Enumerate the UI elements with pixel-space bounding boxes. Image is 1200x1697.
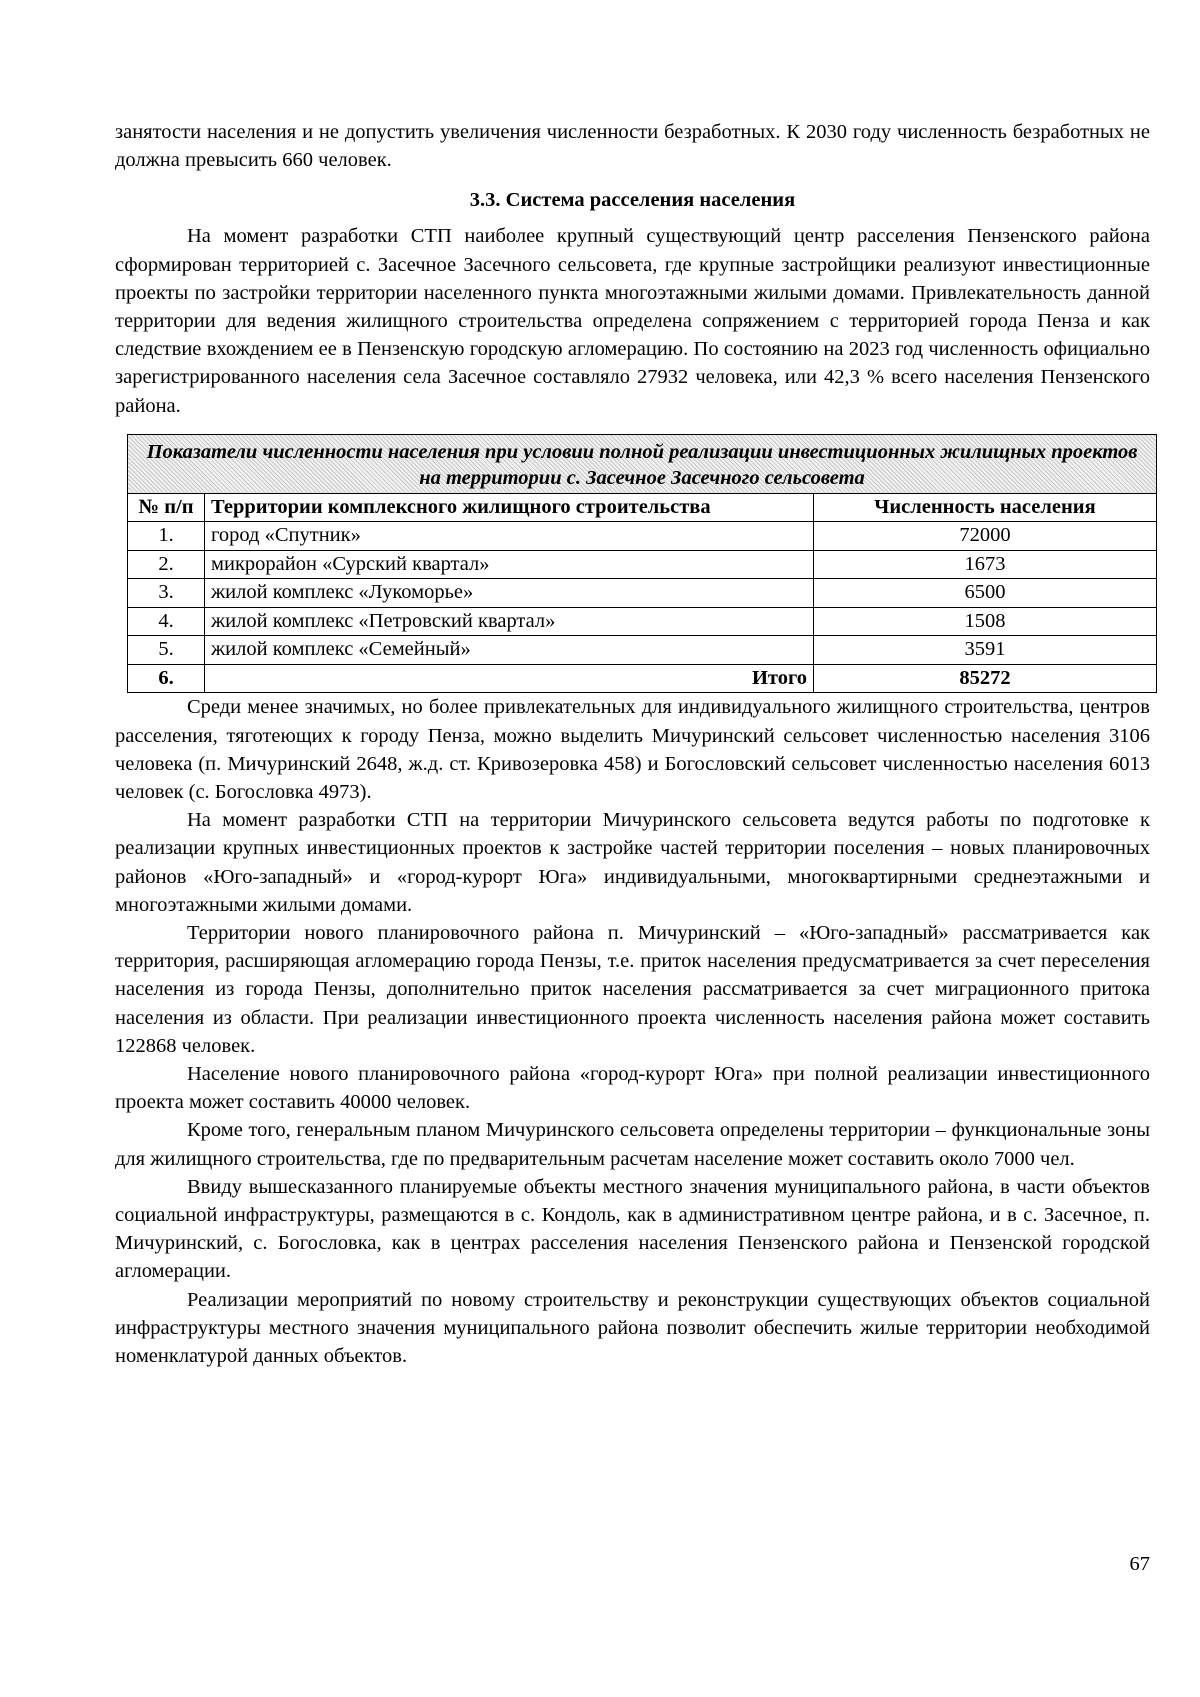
table-row [128,550,1157,579]
table-header-row [128,493,1157,522]
total-num: 6. [128,664,205,693]
section-title: 3.3. Система расселения населения [469,189,796,212]
row-territory: город «Спутник» [205,522,814,551]
row-num: 2. [128,550,205,579]
row-territory: жилой комплекс «Лукоморье» [205,579,814,608]
header-territory: Территории комплексного жилищного строительства [205,493,814,522]
row-territory: жилой комплекс «Семейный» [205,636,814,665]
paragraph-secondary-centers: Среди менее значимых, но более привлекательных для индивидуального жилищного строительства, центров расселения, тяготеющих к городу Пенза, можно выделить Мичуринский сельсовет численностью населения 3106 человека (п. Мичуринский 2648, ж.д. ст. Кривозеровка 458) и Богословский сельсовет численностью населения 6013 человек (с. Богословка 4973). [115,696,1150,803]
paragraph-planned-objects: Ввиду вышесказанного планируемые объекты местного значения муниципального района, в части объектов социальной инфраструктуры, размещаются в с. Кондоль, как в административном центре района, и в с. Засечное, п. Мичуринский, с. Богословка, как в центрах расселения населения Пензенского района и Пензенской городской агломерации. [115,1175,1150,1283]
table-row [128,636,1157,665]
paragraph-settlement-center: На момент разработки СТП наиболее крупный существующий центр расселения Пензенского района сформирован территорией с. Засечное Засечного сельсовета, где крупные застройщики реализуют инвестиционные проекты по застройки территории населенного пункта многоэтажными жилыми домами. Привлекательность данной территории для ведения жилищного строительства определена сопряжением с территорией города Пенза и как следствие вхождением ее в Пензенскую городскую агломерацию. По состоянию на 2023 год численность официально зарегистрированного населения села Засечное составляло 27932 человека, или 42,3 % всего населения Пензенского района. [115,225,1150,417]
row-num: 3. [128,579,205,608]
table-total-row [128,664,1157,693]
total-label: Итого [205,664,814,693]
paragraph-southwest-district: Территории нового планировочного района п. Мичуринский – «Юго-западный» рассматривается как территория, расширяющая агломерацию города Пензы, т.е. приток населения предусматривается за счет переселения населения из города Пензы, дополнительно приток населения рассматривается за счет миграционного притока населения из области. При реализации инвестиционного проекта численность населения района может составить 122868 человек. [115,921,1150,1057]
intro-paragraph: занятости населения и не допустить увеличения численности безработных. К 2030 году численность безработных не должна превысить 660 человек. [115,121,1150,172]
table-caption: Показатели численности населения при условии полной реализации инвестиционных жилищных проектов на территории с. Засечное Засечного сельсовета [128,434,1157,493]
row-territory: жилой комплекс «Петровский квартал» [205,607,814,636]
row-population: 1673 [814,550,1157,579]
total-population: 85272 [814,664,1157,693]
row-num: 1. [128,522,205,551]
row-population: 1508 [814,607,1157,636]
row-population: 72000 [814,522,1157,551]
table-caption-row [128,434,1157,493]
table-row [128,522,1157,551]
row-num: 5. [128,636,205,665]
paragraph-michurinsky-projects: На момент разработки СТП на территории Мичуринского сельсовета ведутся работы по подготовке к реализации крупных инвестиционных проектов к застройке частей территории поселения – новых планировочных районов «Юго-западный» и «город-курорт Юга» индивидуальными, многоквартирными среднеэтажными и многоэтажными жилыми домами. [115,809,1150,916]
table-row [128,579,1157,608]
paragraph-conclusion: Реализации мероприятий по новому строительству и реконструкции существующих объектов социальной инфраструктуры местного значения муниципального района позволит обеспечить жилые территории необходимой номенклатурой данных объектов. [115,1288,1150,1367]
row-population: 6500 [814,579,1157,608]
paragraph-general-plan: Кроме того, генеральным планом Мичуринского сельсовета определены территории – функциональные зоны для жилищного строительства, где по предварительным расчетам население может составить около 7000 чел. [115,1119,1150,1170]
row-num: 4. [128,607,205,636]
table-row [128,607,1157,636]
header-num: № п/п [128,493,205,522]
document-page [115,118,1150,1370]
row-population: 3591 [814,636,1157,665]
row-territory: микрорайон «Сурский квартал» [205,550,814,579]
page-number: 67 [1129,1553,1150,1575]
paragraph-resort-city: Население нового планировочного района «город-курорт Юга» при полной реализации инвестиционного проекта может составить 40000 человек. [115,1062,1150,1114]
population-table [127,434,1157,694]
header-population: Численность населения [814,493,1157,522]
